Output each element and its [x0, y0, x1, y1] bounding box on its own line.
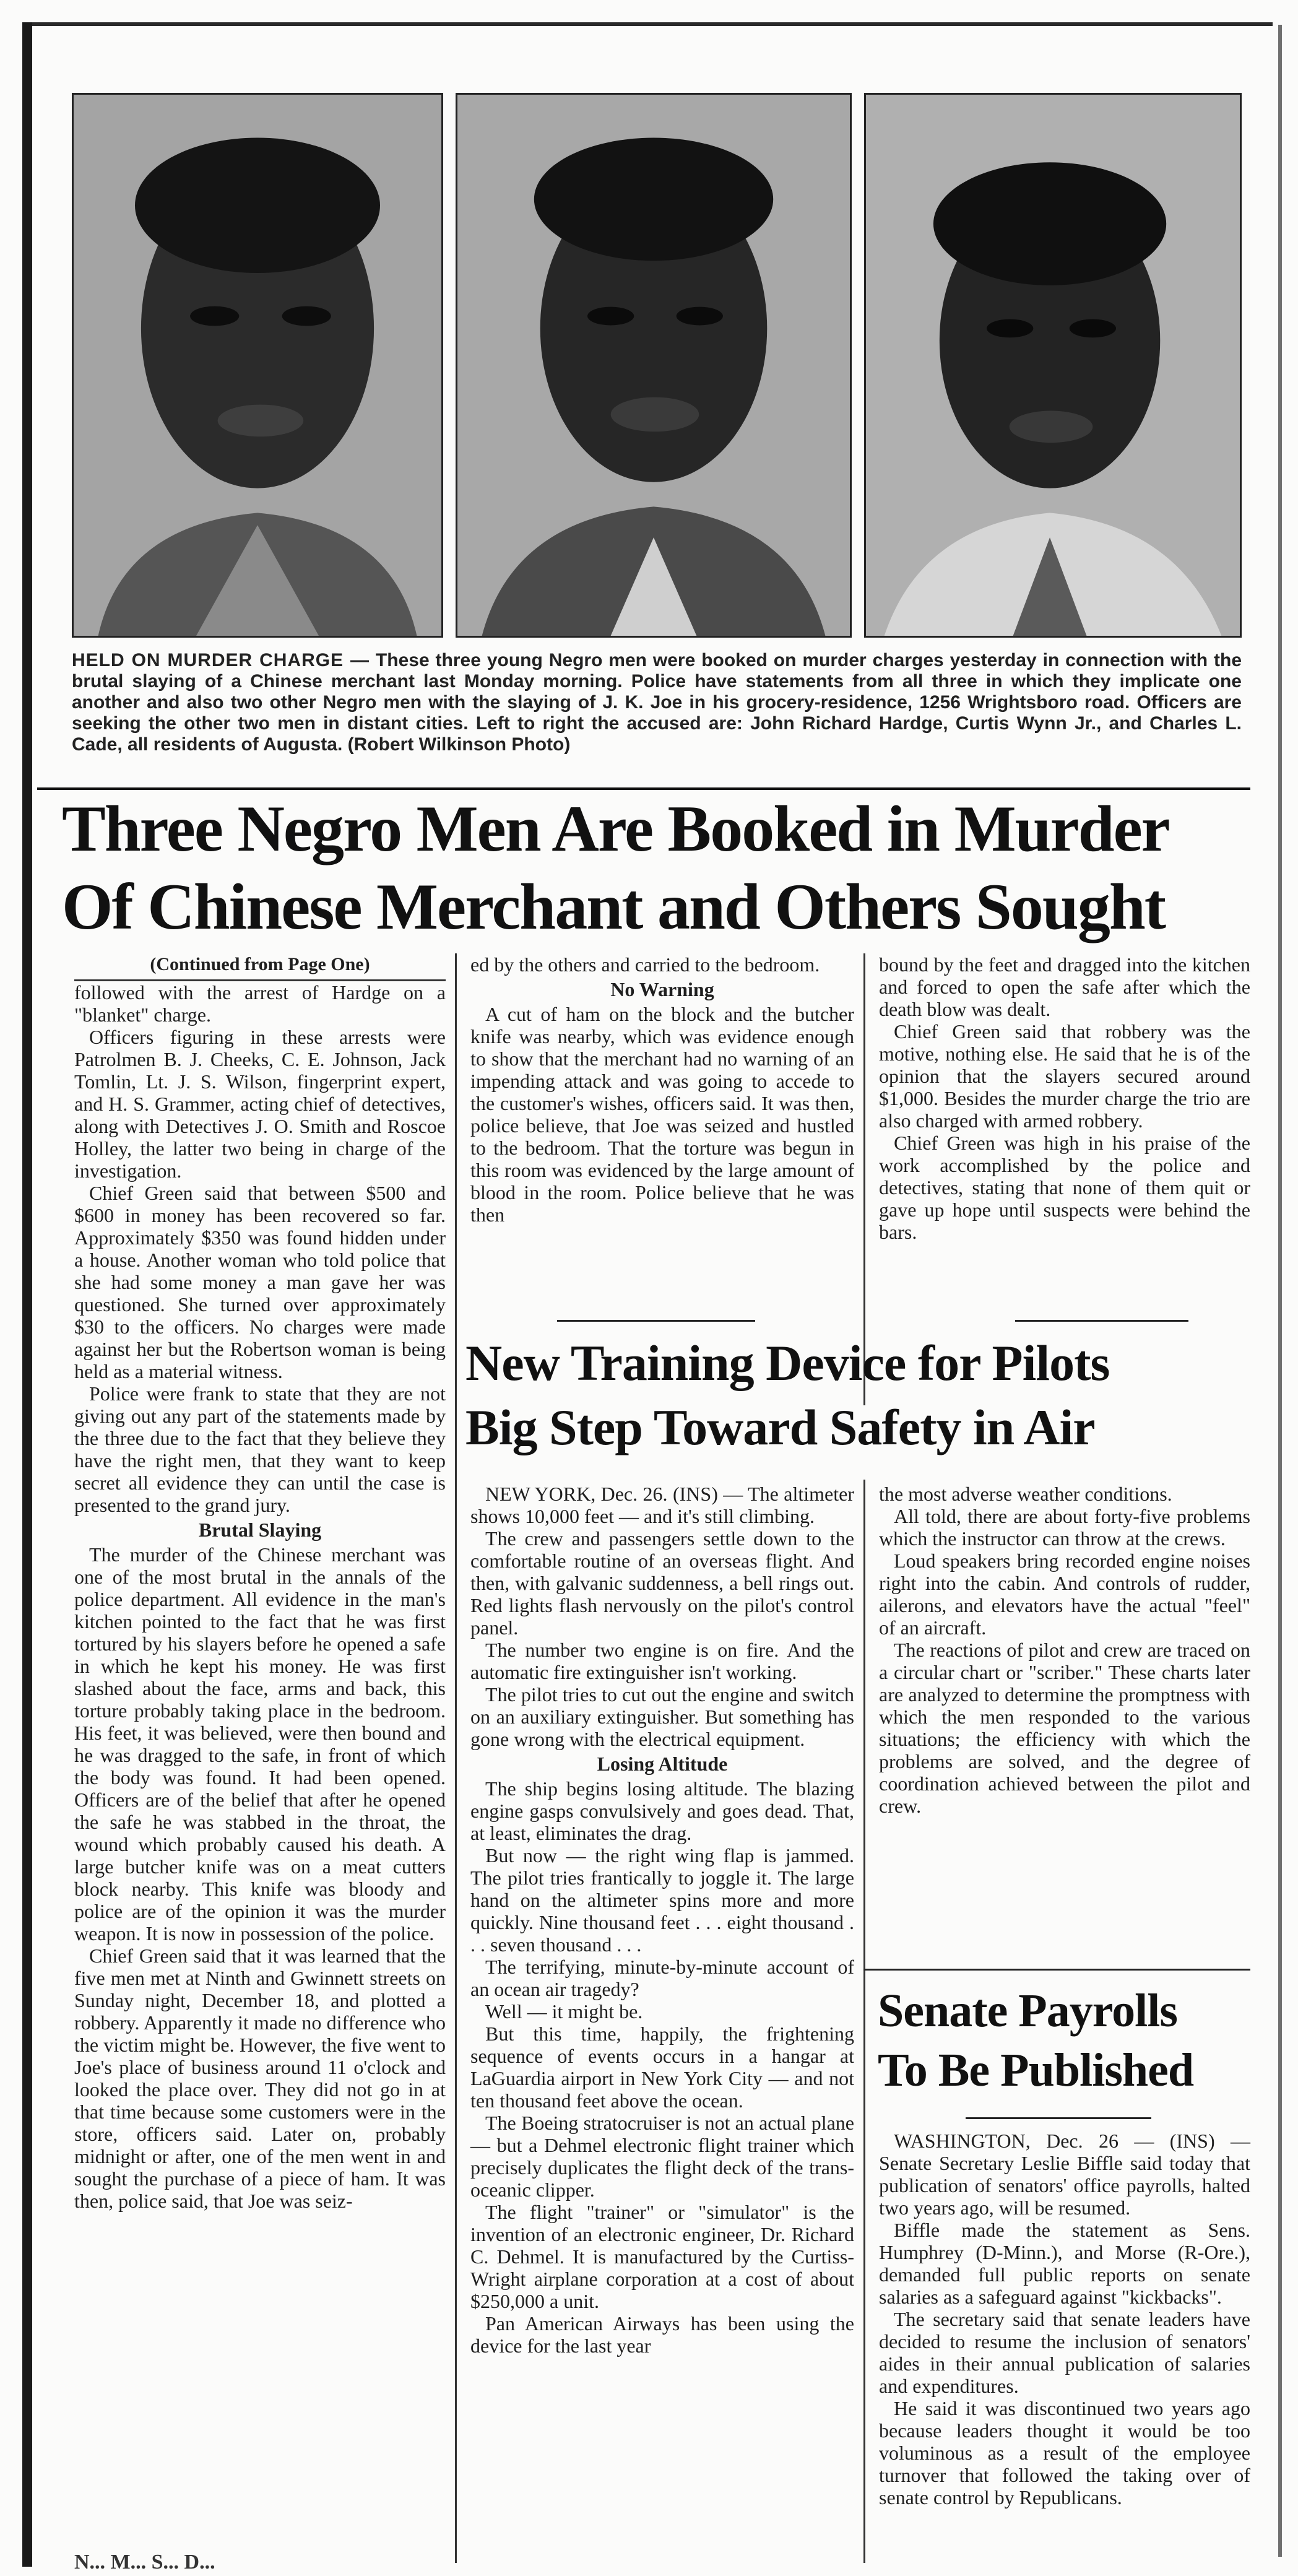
paragraph: the most adverse weather conditions.: [879, 1483, 1172, 1505]
paragraph: NEW YORK, Dec. 26. (INS) — The altimeter shows 10,000 feet — and it's still climbing.: [470, 1483, 854, 1527]
photo-charles-l-cade: [864, 93, 1242, 638]
murder-story-column-2: [470, 953, 854, 1325]
murder-story-column-1: [74, 953, 446, 2551]
pilot-headline-line2: Big Step Toward Safety in Air: [465, 1399, 1095, 1455]
pilot-headline: [465, 1331, 1252, 1480]
paragraph: Chief Green was high in his praise of the work accomplished by the police and detectives, stating that none of them quit or gave up hope until suspects were behind the bars.: [879, 1132, 1250, 1243]
paragraph: But now — the right wing flap is jammed. The pilot tries frantically to joggle it. The large hand on the altimeter spins more and more quickly. Nine thousand feet . . . eight thousand . . . seven thousand . . .: [470, 1844, 854, 1956]
paragraph: Chief Green said that it was learned that the five men met at Ninth and Gwinnett streets on Sunday night, December 18, and plotted a robbery. Apparently it made no difference who the victim might be. However, the five went to Joe's place of business around 11 o'clock and looked the place over. They did not go in at that time because some customers were in the store, officers said. Later on, probably midnight or after, one of the men went in and sought the purchase of a piece of ham. It was then, police said, that Joe was seiz-: [74, 1945, 446, 2212]
main-headline-line2: Of Chinese Merchant and Others Sought: [62, 870, 1166, 943]
paragraph: All told, there are about forty-five problems which the instructor can throw at the crews.: [879, 1505, 1250, 1550]
senate-headline-line2: To Be Published: [878, 2044, 1194, 2096]
paragraph: Biffle made the statement as Sens. Humphrey (D-Minn.), and Morse (R-Ore.), demanded full public reports on senate salaries as a safeguard against "kickbacks".: [879, 2219, 1250, 2308]
mugshot-photos: [72, 93, 1242, 638]
paragraph: The murder of the Chinese merchant was one of the most brutal in the annals of the police department. All evidence in the man's kitchen pointed to the fact that he was first tortured by his slayers before he opened a safe in which he kept his money. He was first slashed about the face, arms and back, this torture probably taking place in the bedroom. His feet, it was believed, were then bound and he was dragged to the safe, in front of which the body was found. It had been opened. Officers are of the belief that after he opened the safe he was stabbed in the throat, the wound which probably caused his death. A large butcher knife was on a meat cutters block nearby. This knife was bloody and police are of the opinion it was the murder weapon. It is now in possession of the police.: [74, 1543, 446, 1945]
paragraph: Chief Green said that between $500 and $600 in money has been recovered so far. Approximately $350 was found hidden under a house. Another woman who told police that she had some money a man gave her was questioned. She turned over approximately $30 to the officers. No charges were made against her but the Robertson woman is being held as a material witness.: [74, 1182, 446, 1382]
cut-off-headline: N... M... S... D...: [74, 2551, 215, 2574]
photo-john-richard-hardge: [72, 93, 443, 638]
senate-story-column: [879, 2130, 1250, 2563]
photo-caption: [72, 650, 1242, 780]
subhead-no-warning: No Warning: [610, 978, 714, 1000]
senate-headline: [878, 1981, 1249, 2111]
paragraph: A cut of ham on the block and the butcher knife was nearby, which was evidence enough to show that the merchant had no warning of an impending attack and was going to accede to the customer's wishes, officers said. It was then, police believe, that Joe was seized and hustled to the bedroom. That the torture was begun in this room was evidenced by the large amount of blood in the room. Police believe that he was then: [470, 1003, 854, 1226]
paragraph: The terrifying, minute-by-minute account of an ocean air tragedy?: [470, 1956, 854, 2000]
scan-edge-top: [22, 22, 1273, 26]
paragraph: The Boeing stratocruiser is not an actual plane — but a Dehmel electronic flight trainer which precisely duplicates the flight deck of the trans-oceanic clipper.: [470, 2112, 854, 2201]
main-headline-line1: Three Negro Men Are Booked in Murder: [62, 792, 1169, 865]
pilot-story-column-1: [470, 1483, 854, 2560]
photo-curtis-wynn-jr: [456, 93, 852, 638]
senate-headline-rule: [966, 2117, 1151, 2119]
paragraph: Loud speakers bring recorded engine noises right into the cabin. And controls of rudder, ailerons, and elevators have the actual "feel" of an aircraft.: [879, 1550, 1250, 1639]
subhead-losing-altitude: Losing Altitude: [597, 1753, 728, 1775]
senate-headline-line1: Senate Payrolls: [878, 1985, 1177, 2037]
paragraph: The ship begins losing altitude. The blazing engine gasps convulsively and goes dead. That, at least, eliminates the drag.: [470, 1777, 854, 1844]
subhead-brutal-slaying: Brutal Slaying: [198, 1519, 322, 1541]
caption-lead: HELD ON MURDER CHARGE —: [72, 650, 370, 670]
senate-top-rule: [863, 1969, 1250, 1971]
paragraph: He said it was discontinued two years ago because leaders thought it would be too voluminous as a result of the employee turnover that followed the taking over of senate control by Republicans.: [879, 2397, 1250, 2509]
paragraph: bound by the feet and dragged into the kitchen and forced to open the safe after which the death blow was dealt.: [879, 953, 1250, 1020]
paragraph: WASHINGTON, Dec. 26 — (INS) — Senate Secretary Leslie Biffle said today that publication of senators' office payrolls, halted two years ago, will be resumed.: [879, 2130, 1250, 2219]
paragraph: Pan American Airways has been using the device for the last year: [470, 2312, 854, 2357]
scan-edge-right: [1278, 25, 1282, 2557]
pilot-story-column-2: [879, 1483, 1250, 1972]
column-rule: [455, 953, 457, 2563]
paragraph: The secretary said that senate leaders have decided to resume the inclusion of senators' aides in their annual publication of salaries and expenditures.: [879, 2308, 1250, 2397]
paragraph: Officers figuring in these arrests were Patrolmen B. J. Cheeks, C. E. Johnson, Jack Tomlin, Lt. J. S. Wilson, fingerprint expert, and H. S. Grammer, acting chief of detectives, along with Detectives J. O. Smith and Roscoe Holley, the latter two being in charge of the investigation.: [74, 1026, 446, 1182]
main-headline: [62, 790, 1250, 951]
paragraph: Well — it might be.: [485, 2000, 643, 2023]
column-rule: [863, 1480, 865, 2563]
pilot-headline-line1: New Training Device for Pilots: [465, 1335, 1110, 1391]
paragraph: The number two engine is on fire. And the automatic fire extinguisher isn't working.: [470, 1639, 854, 1683]
paragraph: Chief Green said that robbery was the motive, nothing else. He said that he is of the opinion that the slayers secured around $1,000. Besides the murder charge the trio are also charged with armed robbery.: [879, 1020, 1250, 1132]
paragraph: Police were frank to state that they are not giving out any part of the statements made by the three due to the fact that they believe they have the right men, that they want to keep secret all evidence they can until the case is presented to the grand jury.: [74, 1382, 446, 1516]
paragraph: ed by the others and carried to the bedroom.: [470, 953, 820, 976]
caption-text: These three young Negro men were booked on murder charges yesterday in connection with the brutal slaying of a Chinese merchant last Monday morning. Police have statements from all three in which they implicate one another and also two other Negro men with the slaying of J. K. Joe in his grocery-residence, 1256 Wrightsboro road. Officers are seeking the other two men in distant cities. Left to right the accused are: John Richard Hardge, Curtis Wynn Jr., and Charles L. Cade, all residents of Augusta. (Robert Wilkinson Photo): [72, 650, 1242, 755]
story-end-rule: [1015, 1320, 1188, 1322]
paragraph: The crew and passengers settle down to the comfortable routine of an overseas flight. And then, with galvanic suddenness, a bell rings out. Red lights flash nervously on the pilot's control panel.: [470, 1527, 854, 1639]
continued-from-page-one: (Continued from Page One): [74, 953, 446, 981]
paragraph: The flight "trainer" or "simulator" is the invention of an electronic engineer, Dr. Richard C. Dehmel. It is manufactured by the Curtiss-Wright airplane corporation at a cost of about $250,000 a unit.: [470, 2201, 854, 2312]
story-end-rule: [557, 1320, 755, 1322]
paragraph: The pilot tries to cut out the engine and switch on an auxiliary extinguisher. But something has gone wrong with the electrical equipment.: [470, 1683, 854, 1750]
murder-story-column-3: [879, 953, 1250, 1319]
paragraph: But this time, happily, the frightening sequence of events occurs in a hangar at LaGuardia airport in New York City — and not ten thousand feet above the ocean.: [470, 2023, 854, 2112]
paragraph: followed with the arrest of Hardge on a "blanket" charge.: [74, 981, 446, 1026]
paragraph: The reactions of pilot and crew are traced on a circular chart or "scriber." These charts later are analyzed to determine the promptness with which the men responded to the various situations; the efficiency with which the problems are solved, and the degree of coordination achieved between the pilot and crew.: [879, 1639, 1250, 1817]
scan-edge-left: [22, 22, 32, 2567]
